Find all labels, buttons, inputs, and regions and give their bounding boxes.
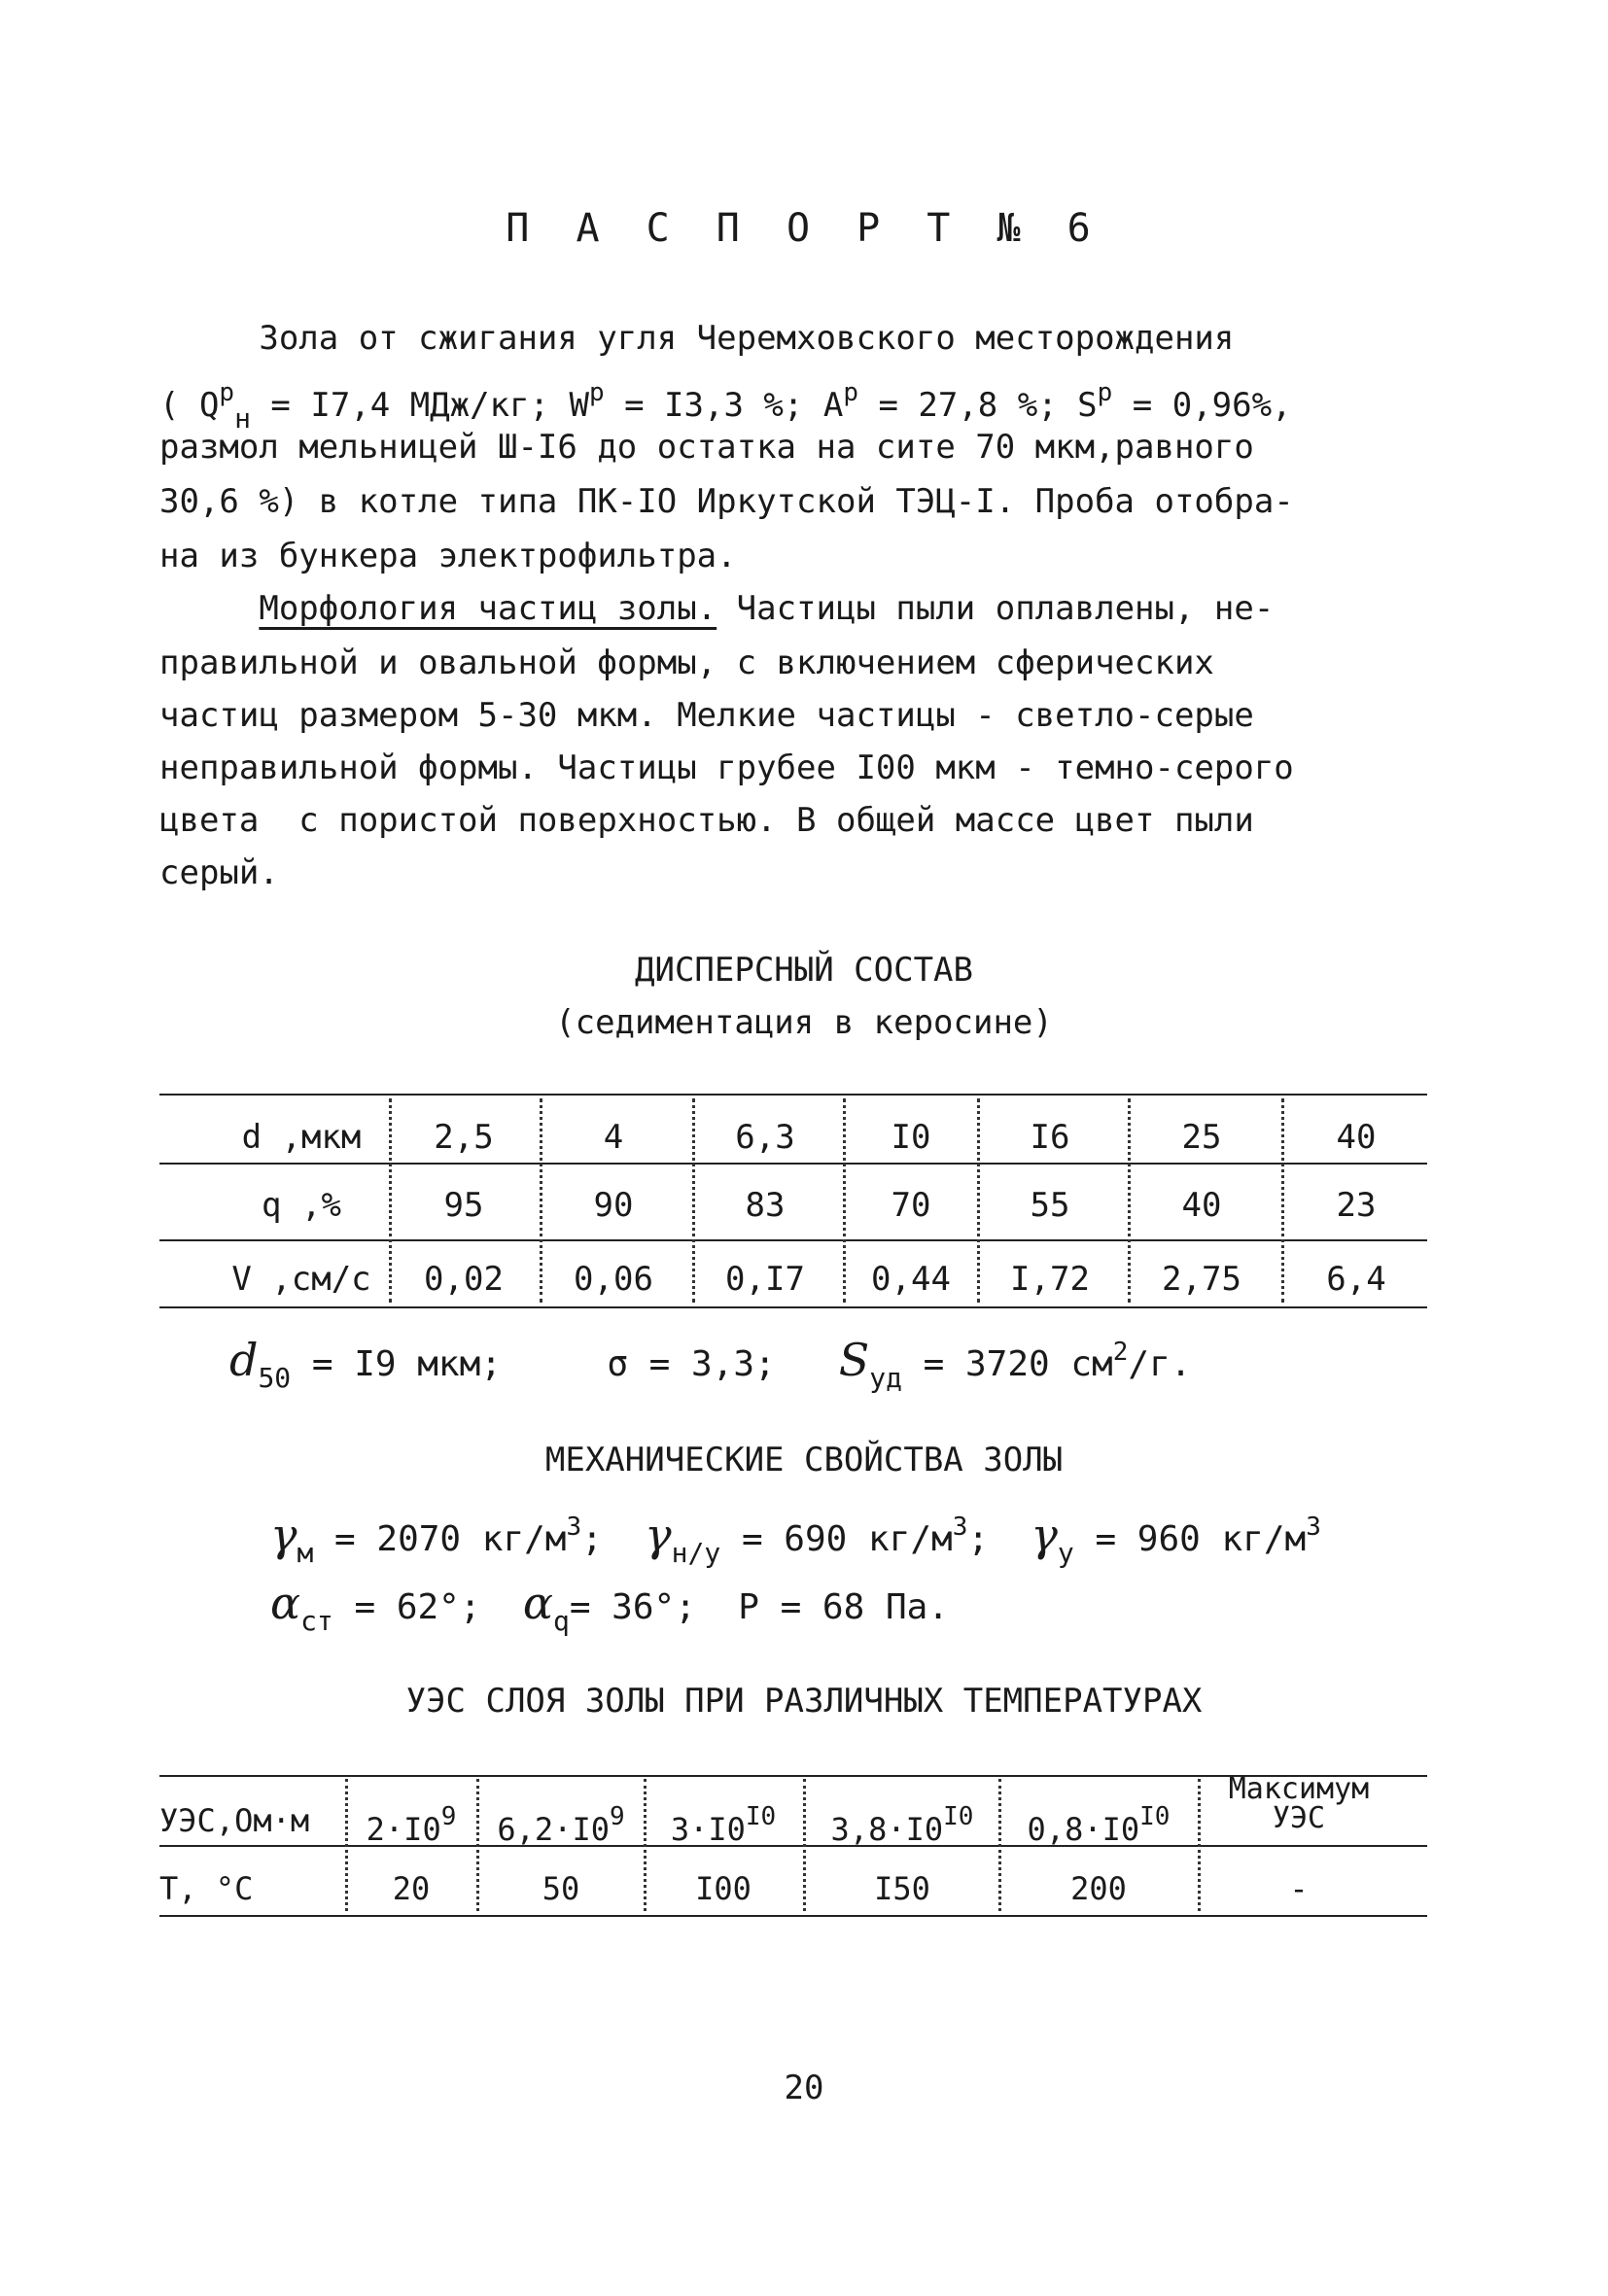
gamma-value: = 690 кг/м (741, 1519, 953, 1559)
res-base: 3,8·I0 (830, 1811, 944, 1848)
cell (1001, 1802, 1196, 1848)
cell: 23 (1336, 1186, 1377, 1225)
morphology-line-5: цвета с пористой поверхностью. В общей массе цвет пыли (159, 801, 1254, 840)
d50-symbol: d (229, 1334, 259, 1386)
cell: 40 (1181, 1186, 1222, 1225)
cell: 4 (603, 1118, 624, 1157)
w-symbol: W (569, 386, 589, 425)
table-bottom-rule (159, 1306, 1427, 1308)
cell: 0,06 (574, 1260, 653, 1299)
w-sup: p (588, 378, 605, 407)
cell: I,72 (1010, 1260, 1090, 1299)
cell: 25 (1181, 1118, 1222, 1157)
resistivity-heading: УЭС СЛОЯ ЗОЛЫ ПРИ РАЗЛИЧНЫХ ТЕМПЕРАТУРАХ (405, 1682, 1203, 1721)
cell: 55 (1030, 1186, 1070, 1225)
alpha-symbol: α (270, 1577, 301, 1629)
cell: 0,02 (424, 1260, 504, 1299)
cell: 90 (593, 1186, 634, 1225)
gamma-sub: м (297, 1537, 314, 1569)
s-ud-value: = 3720 см (923, 1344, 1113, 1384)
cell: I6 (1030, 1118, 1070, 1157)
cell: 20 (392, 1870, 431, 1907)
mechanical-line-1 (270, 1509, 1321, 1569)
cell: 40 (1336, 1118, 1377, 1157)
morphology-heading: Морфология частиц золы. (259, 589, 717, 628)
gamma-sub: н/у (671, 1537, 721, 1569)
morphology-line-1 (159, 581, 1423, 636)
res-base: 2·I0 (366, 1811, 441, 1848)
gamma-sub: у (1057, 1537, 1074, 1569)
res-base: 0,8·I0 (1027, 1811, 1140, 1848)
res-exp: I0 (943, 1802, 974, 1831)
w-value: = I3,3 %; (624, 386, 804, 425)
a-symbol: A (822, 386, 844, 425)
cell: 0,44 (871, 1260, 951, 1299)
cell-max (1202, 1772, 1396, 1835)
cell (478, 1802, 644, 1848)
morphology-first-rest: Частицы пыли оплавлены, не- (717, 589, 1275, 628)
cell: 6,3 (735, 1118, 795, 1157)
d50-value: = I9 мкм; (311, 1344, 502, 1384)
cell: 6,4 (1326, 1260, 1386, 1299)
row-label: T, °C (159, 1870, 254, 1907)
s-ud-symbol: S (838, 1334, 870, 1386)
dispersion-summary (229, 1334, 1191, 1394)
gamma-symbol: γ (1031, 1509, 1058, 1561)
table-top-rule (159, 1094, 1427, 1096)
gamma-sup: 3 (952, 1513, 968, 1542)
alpha-value: = 62°; (354, 1587, 481, 1627)
morphology-line-6: серый. (159, 853, 279, 892)
s-value: = 0,96%, (1132, 386, 1292, 425)
dispersion-subheading: (седиментация в керосине) (555, 1003, 1053, 1042)
gamma-symbol: γ (270, 1509, 297, 1561)
morphology-line-3: частиц размером 5-30 мкм. Мелкие частицы - светло-серые (159, 696, 1254, 735)
cell: 95 (443, 1186, 484, 1225)
intro-line-3: размол мельницей Ш-I6 до остатка на сите 70 мкм,равного (159, 428, 1254, 467)
alpha-sub: q (552, 1605, 570, 1637)
mechanical-line-2 (270, 1577, 949, 1637)
intro-line-1: Зола от сжигания угля Черемховского месторождения (159, 319, 1235, 358)
table-rule-1 (159, 1163, 1427, 1165)
sigma-value: σ = 3,3; (607, 1344, 776, 1384)
cell: 50 (542, 1870, 580, 1907)
row-label: d ,мкм (241, 1118, 362, 1157)
gamma-tail: ; (967, 1519, 990, 1559)
d50-sub: 50 (258, 1362, 292, 1394)
cell: I50 (874, 1870, 930, 1907)
res-exp: 9 (609, 1802, 625, 1831)
res-exp: 9 (440, 1802, 457, 1831)
cell: I00 (695, 1870, 752, 1907)
row-label: q ,% (262, 1186, 341, 1225)
max-label: Максимум (1228, 1772, 1370, 1806)
gamma-symbol: γ (645, 1509, 672, 1561)
cell (805, 1802, 999, 1848)
res-base: 3·I0 (670, 1811, 746, 1848)
alpha-sub: ст (300, 1605, 333, 1637)
s-ud-sub: уд (869, 1362, 902, 1394)
page-number: 20 (784, 2069, 824, 2107)
table-rule-2 (159, 1239, 1427, 1241)
cell (646, 1802, 801, 1848)
dispersion-heading: ДИСПЕРСНЫЙ СОСТАВ (635, 951, 973, 990)
s-sup: p (1097, 378, 1113, 407)
cell: 70 (891, 1186, 931, 1225)
cell: 2,75 (1162, 1260, 1241, 1299)
gamma-sup: 3 (566, 1513, 582, 1542)
page-title: П А С П О Р Т № 6 (506, 206, 1102, 251)
cell: I0 (891, 1118, 931, 1157)
mechanical-heading: МЕХАНИЧЕСКИЕ СВОЙСТВА ЗОЛЫ (544, 1441, 1064, 1479)
gamma-tail: ; (581, 1519, 603, 1559)
morphology-line-2: правильной и овальной формы, с включением сферических (159, 644, 1214, 682)
cell: 83 (745, 1186, 786, 1225)
q-value: = I7,4 МДж/кг; (270, 386, 549, 425)
gamma-value: = 960 кг/м (1095, 1519, 1307, 1559)
alpha-value: = 36°; (569, 1587, 696, 1627)
res-exp: I0 (1139, 1802, 1171, 1831)
s-symbol: S (1077, 386, 1098, 425)
res-base: 6,2·I0 (497, 1811, 610, 1848)
q-sub: н (234, 402, 251, 435)
alpha-symbol: α (522, 1577, 553, 1629)
cell: 0,I7 (725, 1260, 805, 1299)
row-label: УЭС,Ом·м (159, 1802, 310, 1839)
res-exp: I0 (745, 1802, 777, 1831)
res-col-sep (1198, 1779, 1201, 1911)
gamma-sup: 3 (1306, 1513, 1321, 1542)
intro-open: ( Q (159, 386, 220, 425)
intro-line-4: 30,6 %) в котле типа ПК-IO Иркутской ТЭЦ-I. Проба отобра- (159, 482, 1294, 521)
a-value: = 27,8 %; (878, 386, 1058, 425)
cell: 200 (1070, 1870, 1127, 1907)
pressure-value: P = 68 Па. (738, 1587, 949, 1627)
intro-line-5: на из бункера электрофильтра. (159, 537, 737, 575)
a-sup: p (843, 378, 858, 407)
q-sup: p (219, 378, 235, 407)
cell: - (1289, 1870, 1309, 1907)
max-label-2: УЭС (1272, 1801, 1326, 1835)
cell: 2,5 (434, 1118, 494, 1157)
res-bottom-rule (159, 1915, 1427, 1917)
gamma-value: = 2070 кг/м (334, 1519, 567, 1559)
s-ud-sup: 2 (1112, 1338, 1129, 1367)
morphology-line-4: неправильной формы. Частицы грубее I00 мкм - темно-серого (159, 748, 1294, 787)
row-label: V ,см/с (231, 1260, 371, 1299)
s-ud-unit: /г. (1128, 1344, 1192, 1384)
cell (346, 1802, 476, 1848)
